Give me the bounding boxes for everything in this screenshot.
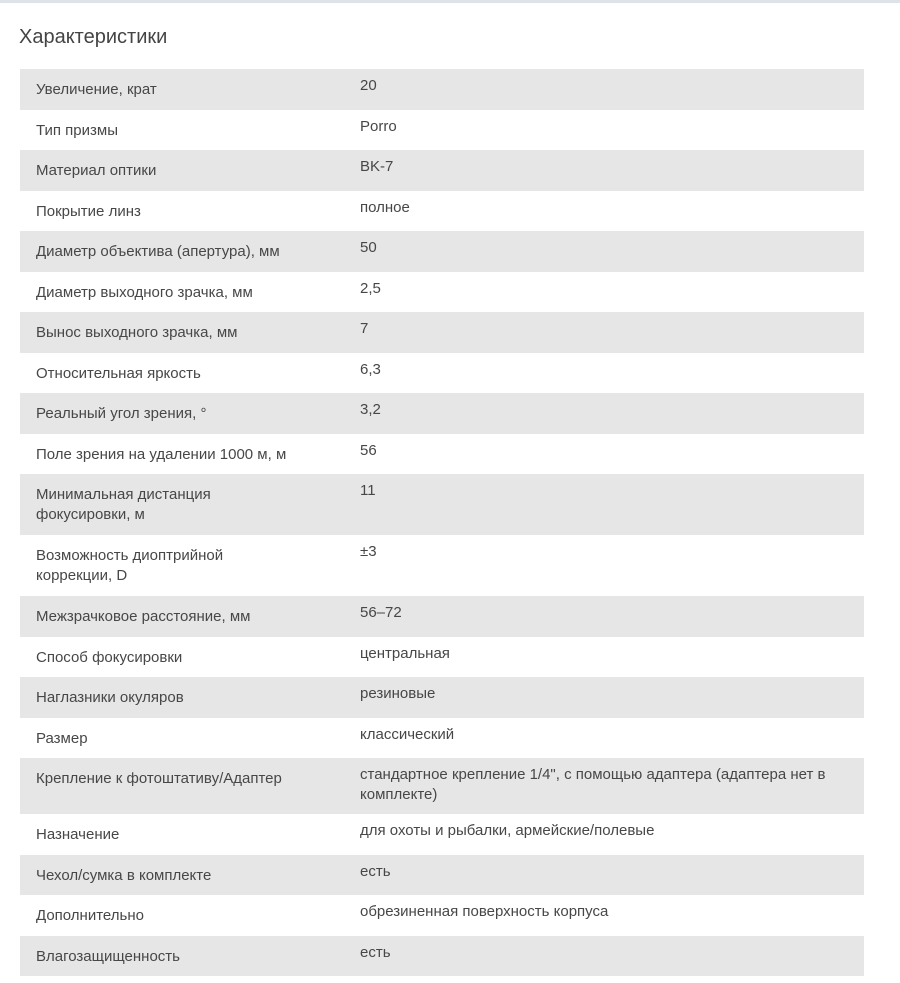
spec-row xyxy=(20,474,864,535)
spec-label: Межзрачковое расстояние, мм xyxy=(36,608,251,625)
spec-row xyxy=(20,936,864,977)
spec-label: Реальный угол зрения, ° xyxy=(36,405,207,422)
spec-value: есть xyxy=(360,862,391,880)
spec-value: Porro xyxy=(360,117,397,135)
spec-row xyxy=(20,637,864,678)
spec-label: Размер xyxy=(36,729,88,747)
spec-row xyxy=(20,718,864,759)
spec-label: Относительная яркость xyxy=(36,364,201,382)
spec-label: Диаметр объектива (апертура), мм xyxy=(36,243,280,260)
spec-label: Минимальная дистанция фокусировки, м xyxy=(36,486,211,523)
spec-value: 11 xyxy=(360,482,376,499)
spec-label: Увеличение, крат xyxy=(36,81,157,98)
spec-label: Тип призмы xyxy=(36,121,118,139)
spec-label: Покрытие линз xyxy=(36,202,141,220)
spec-label: Материал оптики xyxy=(36,162,157,179)
spec-label: Наглазники окуляров xyxy=(36,689,184,706)
spec-label: Диаметр выходного зрачка, мм xyxy=(36,283,253,301)
spec-row xyxy=(20,353,864,394)
spec-row xyxy=(20,110,864,151)
spec-label: Чехол/сумка в комплекте xyxy=(36,866,212,884)
spec-value: для охоты и рыбалки, армейские/полевые xyxy=(360,822,655,839)
spec-row xyxy=(20,855,864,896)
spec-row xyxy=(20,895,864,936)
spec-value: 6,3 xyxy=(360,360,381,378)
spec-label: Дополнительно xyxy=(36,907,144,924)
spec-row xyxy=(20,677,864,718)
spec-label: Поле зрения на удалении 1000 м, м xyxy=(36,445,287,463)
spec-row xyxy=(20,434,864,475)
spec-row xyxy=(20,272,864,313)
spec-row xyxy=(20,596,864,637)
spec-value: полное xyxy=(360,198,410,216)
spec-label: Влагозащищенность xyxy=(36,947,180,965)
spec-value: 2,5 xyxy=(360,279,381,297)
spec-value: резиновые xyxy=(360,685,436,702)
spec-value: 50 xyxy=(360,239,377,256)
spec-row xyxy=(20,69,864,110)
spec-value: ±3 xyxy=(360,543,377,560)
section-title: Характеристики xyxy=(19,26,168,48)
spec-value: классический xyxy=(360,725,455,743)
spec-row xyxy=(20,814,864,855)
spec-value: 3,2 xyxy=(360,401,381,418)
spec-value: 56–72 xyxy=(360,604,402,621)
spec-value: 20 xyxy=(360,77,377,94)
spec-label: Способ фокусировки xyxy=(36,648,183,666)
spec-value: обрезиненная поверхность корпуса xyxy=(360,903,609,920)
spec-value: есть xyxy=(360,943,391,961)
spec-value: центральная xyxy=(360,644,450,662)
specs-table xyxy=(20,69,864,976)
spec-value: BK-7 xyxy=(360,158,394,175)
spec-row xyxy=(20,535,864,596)
spec-row xyxy=(20,312,864,353)
spec-row xyxy=(20,393,864,434)
spec-value: 7 xyxy=(360,320,369,337)
spec-row xyxy=(20,758,864,814)
top-divider xyxy=(0,0,900,3)
spec-value: стандартное крепление 1/4", с помощью адаптера (адаптера нет в комплекте) xyxy=(360,766,826,803)
spec-row xyxy=(20,191,864,232)
spec-label: Назначение xyxy=(36,826,120,843)
spec-label: Возможность диоптрийной коррекции, D xyxy=(36,547,224,584)
spec-label: Вынос выходного зрачка, мм xyxy=(36,324,238,341)
spec-row xyxy=(20,231,864,272)
spec-value: 56 xyxy=(360,441,377,459)
spec-row xyxy=(20,150,864,191)
spec-label: Крепление к фотоштативу/Адаптер xyxy=(36,770,282,787)
